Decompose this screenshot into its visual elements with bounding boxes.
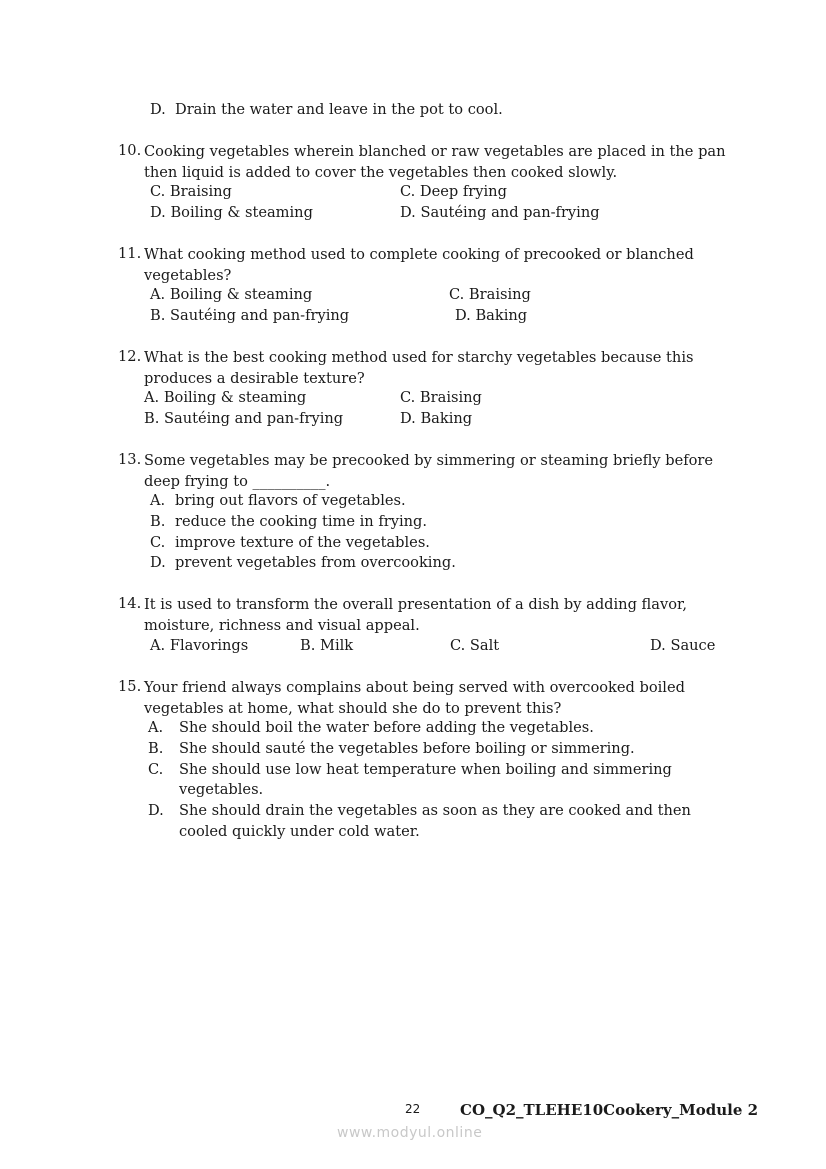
option-d: D. Sauce [650,637,716,654]
option-d: D. Baking [455,307,528,324]
page-number: 22 [405,1102,421,1116]
option-text: prevent vegetables from overcooking. [175,554,456,571]
option-text: She should drain the vegetables as soon as they are cooked and then [179,802,691,819]
option-b: B. Sautéing and pan-frying [150,307,350,324]
question-stem [144,348,727,389]
question-number: 14. [118,595,142,612]
question-text-line: moisture, richness and visual appeal. [144,616,420,634]
option-c-alt: C. Deep frying [400,183,507,200]
option-text: She should boil the water before adding the vegetables. [179,719,594,736]
option-a: A. Flavorings [150,637,249,654]
option-text: Drain the water and leave in the pot to cool. [175,101,503,118]
option-letter: A. [148,719,164,736]
question-stem [144,595,727,636]
question-text-line: vegetables? [144,266,232,284]
question-number: 12. [118,348,142,365]
question-number: 10. [118,142,142,159]
option-letter: B. [150,513,166,530]
watermark: www.modyul.online [337,1125,483,1141]
option-d-alt: D. Sautéing and pan-frying [400,204,600,221]
question-number: 15. [118,678,142,695]
question-text-line: Cooking vegetables wherein blanched or raw vegetables are placed in the pan [144,143,726,160]
option-letter: D. [150,101,166,118]
option-letter: C. [150,534,166,551]
question-text-line: It is used to transform the overall presentation of a dish by adding flavor, [144,596,688,613]
question-text-line: then liquid is added to cover the vegetables then cooked slowly. [144,163,618,181]
option-d: D. Boiling & steaming [150,204,313,221]
question-number: 13. [118,451,142,468]
option-text: bring out flavors of vegetables. [175,492,406,509]
question-text-line: produces a desirable texture? [144,369,365,387]
module-code: CO_Q2_TLEHE10Cookery_Module 2 [460,1101,759,1119]
option-b: B. Milk [300,637,354,654]
option-text: She should use low heat temperature when boiling and simmering [179,761,672,778]
question-text-line: What cooking method used to complete cooking of precooked or blanched [144,246,694,263]
option-a: A. Boiling & steaming [144,389,307,406]
question-stem [144,678,727,719]
question-text-line: deep frying to __________. [144,472,331,490]
option-text: She should sauté the vegetables before boiling or simmering. [179,740,635,757]
option-d: D. Baking [400,410,473,427]
option-letter: C. [148,761,164,778]
option-c: C. Braising [150,183,232,200]
option-text: reduce the cooking time in frying. [175,513,427,530]
option-letter: D. [148,802,164,819]
option-a: A. Boiling & steaming [150,286,313,303]
option-c: C. Salt [450,637,500,654]
option-c: C. Braising [400,389,482,406]
option-letter: B. [148,740,164,757]
question-text-line: What is the best cooking method used for starchy vegetables because this [144,349,694,366]
option-text: cooled quickly under cold water. [179,823,420,840]
question-text-line: Some vegetables may be precooked by simmering or steaming briefly before [144,452,714,469]
question-stem [144,451,727,492]
option-text: vegetables. [179,781,264,798]
option-c: C. Braising [449,286,531,303]
question-stem [144,245,727,286]
question-number: 11. [118,245,142,262]
option-letter: D. [150,554,166,571]
option-b: B. Sautéing and pan-frying [144,410,344,427]
question-text-line: Your friend always complains about being served with overcooked boiled [144,679,685,696]
option-text: improve texture of the vegetables. [175,534,430,551]
question-text-line: vegetables at home, what should she do to prevent this? [144,699,562,717]
question-stem [144,142,727,183]
option-letter: A. [150,492,166,509]
